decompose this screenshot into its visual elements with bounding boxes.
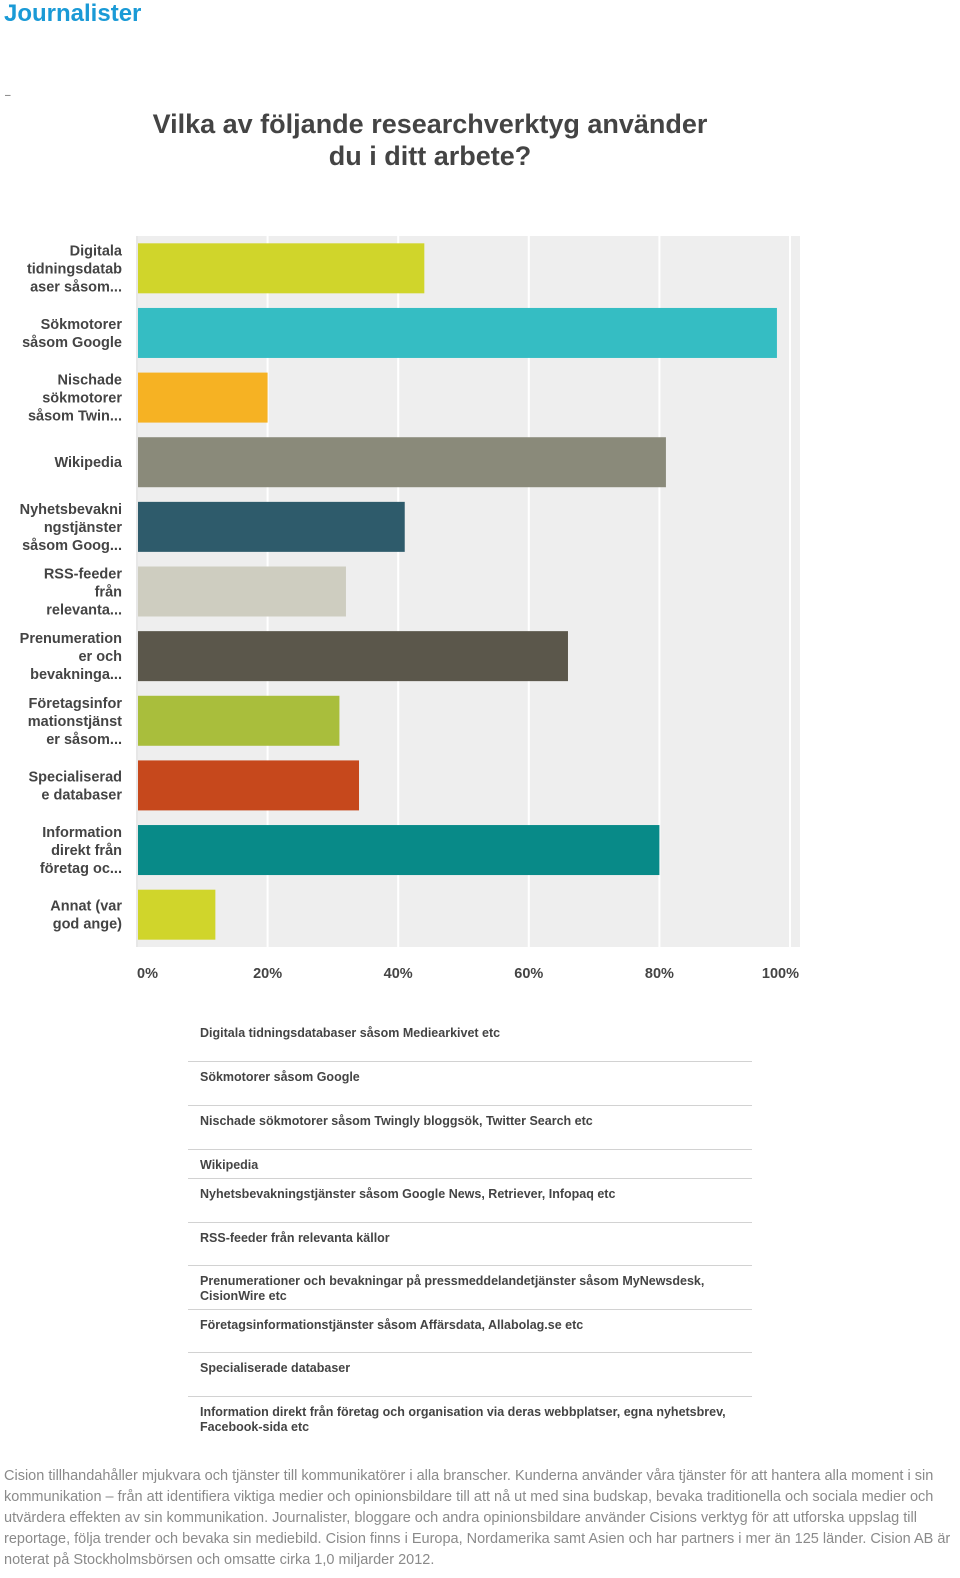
x-tick-label: 40% xyxy=(383,966,413,982)
category-label-line: såsom Goog... xyxy=(22,537,122,554)
bar-3 xyxy=(138,373,268,423)
x-tick-label: 60% xyxy=(514,966,544,982)
table-row: Prenumerationer och bevakningar på pressmeddelandetjänster såsom MyNewsdesk, CisionWire etc xyxy=(188,1266,752,1310)
table-row: Nischade sökmotorer såsom Twingly bloggsök, Twitter Search etc xyxy=(188,1106,752,1150)
chart-title-line-2: du i ditt arbete? xyxy=(328,141,532,171)
table-row: Specialiserade databaser xyxy=(188,1353,752,1397)
table-row: Sökmotorer såsom Google xyxy=(188,1062,752,1106)
category-label-8 xyxy=(28,696,123,748)
footer-text: Cision tillhandahåller mjukvara och tjänster till kommunikatörer i alla branscher. Kunderna använder våra tjänster för att hantera alla moment i sin kommunikation – från att identifiera viktiga medier och opinionsbildare till att nå ut med sina budskap, bevaka traditionella och sociala medier och utvärdera effekten av sin kommunikation. Journalister, bloggare och andra opinionsbildare använder Cisions verktyg för att utforska uppslag till reportage, följa trender och bevaka sin mediebild. Cision finns i Europa, Nordamerika samt Asien och har partners i mer än 125 länder. Cision AB är noterat på Stockholmsbörsen och omsatte cirka 1,0 miljarder 2012. xyxy=(4,1468,951,1568)
category-label-line: direkt från xyxy=(51,843,122,860)
bar-8 xyxy=(138,696,339,746)
category-label-line: företag oc... xyxy=(39,861,122,878)
category-label-line: Nyhetsbevakni xyxy=(19,501,122,518)
dash-mark: – xyxy=(5,90,11,101)
category-label-line: relevanta... xyxy=(46,602,122,619)
category-label-9 xyxy=(29,769,123,803)
bar-7 xyxy=(138,631,568,681)
table-row: Digitala tidningsdatabaser såsom Mediearkivet etc xyxy=(188,1018,752,1062)
category-label-2 xyxy=(22,317,122,351)
category-label-3 xyxy=(28,373,122,425)
category-label-line: RSS-feeder xyxy=(43,566,122,583)
category-label-line: Prenumeration xyxy=(19,631,122,648)
category-label-6 xyxy=(44,567,123,619)
bar-9 xyxy=(138,760,359,810)
category-label-line: sökmotorer xyxy=(42,390,122,407)
bar-11 xyxy=(138,890,215,940)
chart-title xyxy=(130,108,730,172)
x-tick-label: 100% xyxy=(761,966,799,982)
category-label-5 xyxy=(20,502,123,554)
bar-5 xyxy=(138,502,405,552)
category-label-line: er såsom... xyxy=(46,731,122,748)
x-tick-label: 0% xyxy=(137,966,158,982)
table-row: Nyhetsbevakningstjänster såsom Google News, Retriever, Infopaq etc xyxy=(188,1179,752,1223)
category-label-line: Specialiserad xyxy=(28,769,122,786)
category-label-line: aser såsom... xyxy=(30,279,122,296)
category-label-line: Digitala xyxy=(69,243,122,260)
category-label-line: från xyxy=(94,584,122,601)
category-label-line: god ange) xyxy=(52,916,122,933)
category-label-line: Information xyxy=(42,825,122,842)
category-label-line: Sökmotorer xyxy=(40,316,122,333)
category-label-line: er och xyxy=(78,649,122,666)
bar-2 xyxy=(138,308,777,358)
bar-chart xyxy=(0,230,960,990)
category-label-4 xyxy=(54,455,122,471)
table-row: RSS-feeder från relevanta källor xyxy=(188,1223,752,1266)
chart-title-line-1: Vilka av följande researchverktyg använder xyxy=(152,109,708,139)
category-label-11 xyxy=(50,899,122,933)
category-label-line: ngstjänster xyxy=(43,519,122,536)
table-row: Wikipedia xyxy=(188,1150,752,1179)
table-row: Företagsinformationstjänster såsom Affärsdata, Allabolag.se etc xyxy=(188,1310,752,1353)
category-label-line: bevakninga... xyxy=(30,667,122,684)
bar-4 xyxy=(138,437,666,487)
category-label-1 xyxy=(27,243,123,295)
bar-1 xyxy=(138,243,424,293)
category-label-7 xyxy=(20,631,122,683)
x-tick-label: 80% xyxy=(644,966,674,982)
category-label-line: e databaser xyxy=(41,787,122,804)
category-label-line: såsom Twin... xyxy=(27,408,122,425)
category-label-line: tidningsdatab xyxy=(26,261,122,278)
category-label-line: Annat (var xyxy=(50,898,122,915)
page-heading: Journalister xyxy=(4,0,142,27)
table-row: Information direkt från företag och organisation via deras webbplatser, egna nyhetsbrev, Facebook-sida etc xyxy=(200,1405,726,1434)
bar-10 xyxy=(138,825,659,875)
category-label-line: Företagsinfor xyxy=(28,695,122,712)
category-label-line: mationstjänst xyxy=(27,713,122,730)
bar-6 xyxy=(138,567,346,617)
category-label-line: Nischade xyxy=(57,372,122,389)
category-label-line: såsom Google xyxy=(22,334,122,351)
category-label-10 xyxy=(40,825,122,877)
category-label-line: Wikipedia xyxy=(54,455,122,472)
legend-table xyxy=(188,1018,752,1449)
x-tick-label: 20% xyxy=(253,966,283,982)
